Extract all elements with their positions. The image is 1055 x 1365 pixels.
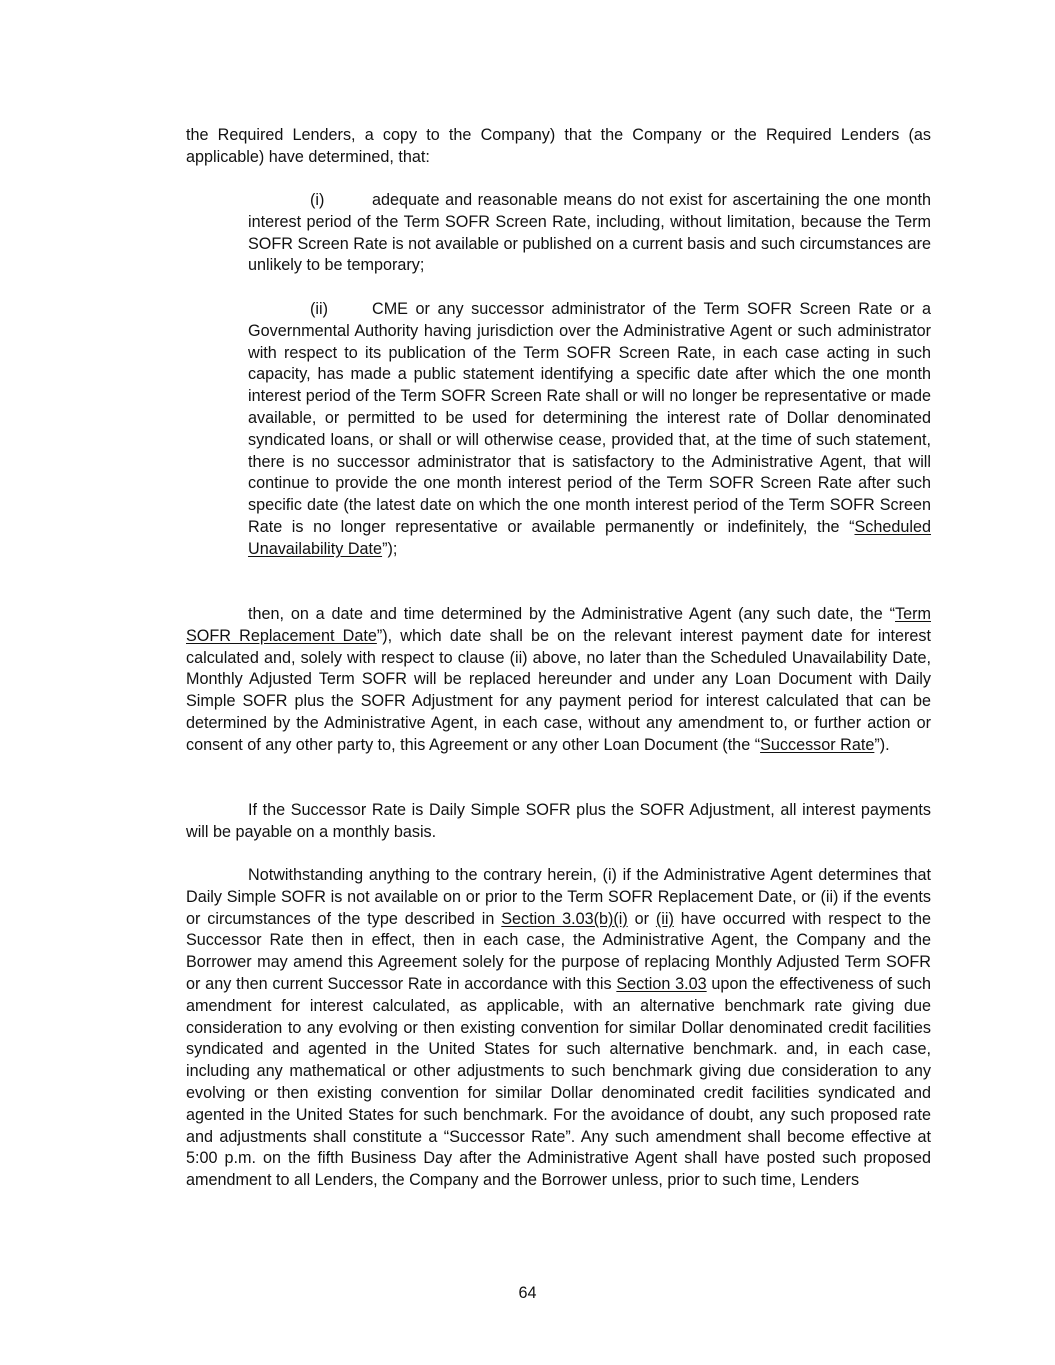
page-number: 64 (518, 1284, 537, 1302)
clause-ii-text: CME or any successor administrator of the Term SOFR Screen Rate or a Governmental Authority having jurisdiction over the Administrative Agent or such administrator with respect to its publication of the Term SOFR Screen Rate, in each case acting in such capacity, has made a public statement identifying a specific date after which the one month interest period of the Term SOFR Screen Rate shall or will no longer be representative or made available, or permitted to be used for determining the interest rate of Dollar denominated syndicated loans, or shall or will otherwise cease, provided that, at the time of such statement, there is no successor administrator that is satisfactory to the Administrative Agent, that will continue to provide the one month interest period of the Term SOFR Screen Rate after such specific date (the latest date on which the one month interest period of the Term SOFR Screen Rate is no longer representative or available permanently or indefinitely, the “ (248, 300, 931, 536)
clause-i-text: adequate and reasonable means do not exist for ascertaining the one month interest period of the Term SOFR Screen Rate, including, without limitation, because the Term SOFR Screen Rate is not available or published on a current basis and such circumstances are unlikely to be temporary; (248, 191, 931, 275)
section-ref-3-03: Section 3.03 (616, 974, 707, 993)
notwithstanding-paragraph (186, 865, 931, 1192)
clause-ii-text-end: ”); (382, 539, 398, 558)
if-paragraph: If the Successor Rate is Daily Simple SOFR plus the SOFR Adjustment, all interest payments will be payable on a monthly basis. (186, 801, 931, 841)
then-text-1: then, on a date and time determined by the Administrative Agent (any such date, the “ (248, 605, 896, 623)
clause-ii-paragraph (248, 299, 931, 561)
then-paragraph (186, 604, 931, 757)
section-ref-ii: (ii) (655, 909, 674, 928)
notwithstanding-text-2: or (627, 909, 656, 928)
defined-term-successor-rate: Successor Rate (760, 735, 875, 754)
clause-i (248, 190, 931, 277)
defined-term-scheduled-unavailability-date: Scheduled Unavailability Date (248, 517, 931, 558)
clause-ii-label: (ii) (310, 300, 328, 318)
notwithstanding-text-4: upon the effectiveness of such amendment for interest calculated, as applicable, with an alternative benchmark rate giving due consideration to any evolving or then existing convention for similar Dollar denominated credit facilities syndicated and agented in the United States for such alternative benchmark. and, in each case, including any mathematical or other adjustments to such benchmark giving due consideration to any evolving or then existing convention for similar Dollar denominated credit facilities syndicated and agented in the United States for such benchmark. For the avoidance of doubt, any such proposed rate and adjustments shall constitute a “Successor Rate”. Any such amendment shall become effective at 5:00 p.m. on the fifth Business Day after the Administrative Agent shall have posted such proposed amendment to all Lenders, the Company and the Borrower unless, prior to such time, Lenders (186, 974, 931, 1190)
notwithstanding-text-1: Notwithstanding anything to the contrary herein, (i) if the Administrative Agent determines that Daily Simple SOFR is not available on or prior to the Term SOFR Replacement Date, or (ii) if the events or circumstances of the type described in (186, 866, 931, 928)
intro-paragraph: the Required Lenders, a copy to the Company) that the Company or the Required Lenders (as applicable) have determined, that: (186, 126, 931, 166)
then-text-3: ”). (874, 735, 890, 754)
then-text-2: ”), which date shall be on the relevant interest payment date for interest calculated and, solely with respect to clause (ii) above, no later than the Scheduled Unavailability Date, Monthly Adjusted Term SOFR will be replaced hereunder and under any Loan Document with Daily Simple SOFR plus the SOFR Adjustment for any payment period for interest calculated that can be determined by the Administrative Agent, in each case, without any amendment to, or further action or consent of any other party to, this Agreement or any other Loan Document (the “ (186, 626, 931, 754)
clause-i-label: (i) (310, 191, 325, 209)
clause-i-paragraph (248, 190, 931, 277)
notwithstanding-text-3: have occurred with respect to the Successor Rate then in effect, then in each case, the Administrative Agent, the Company and the Borrower may amend this Agreement solely for the purpose of replacing Monthly Adjusted Term SOFR or any then current Successor Rate in accordance with this (186, 909, 931, 993)
clause-ii (248, 299, 931, 561)
section-ref-3-03-b-i: Section 3.03(b)(i) (501, 909, 628, 928)
defined-term-term-sofr-replacement-date: Term SOFR Replacement Date (186, 605, 931, 645)
